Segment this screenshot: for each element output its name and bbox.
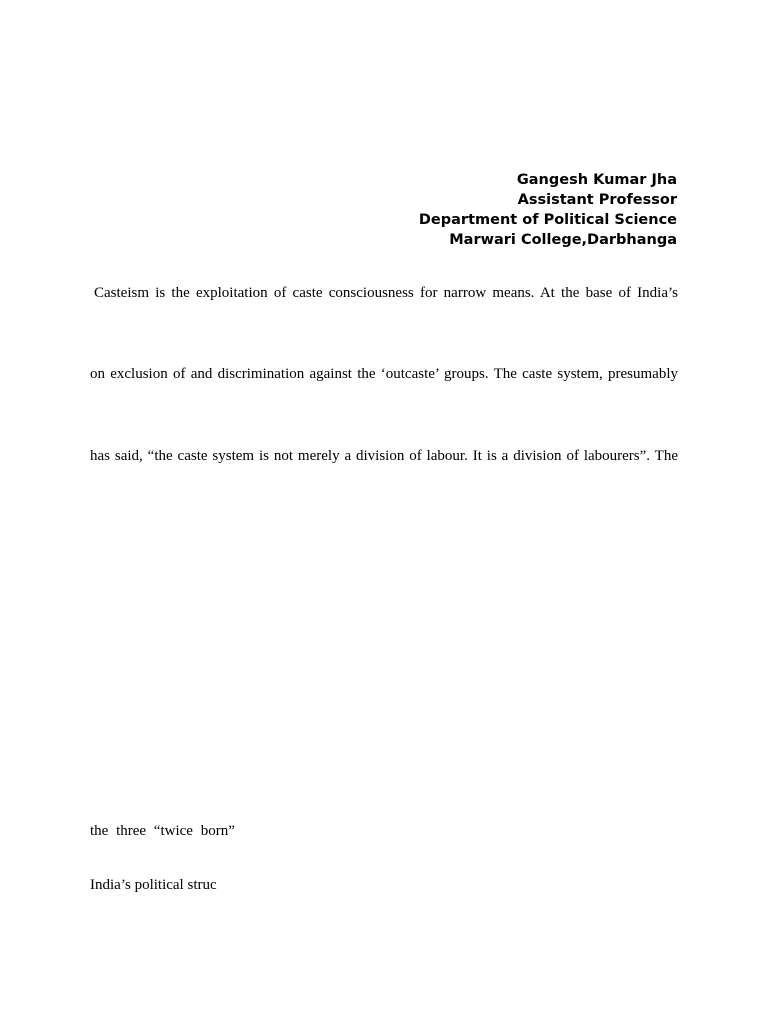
author-department: Department of Political Science	[418, 212, 677, 228]
author-position: Assistant Professor	[517, 192, 677, 208]
author-name: Gangesh Kumar Jha	[516, 172, 677, 188]
body-text-line: India’s political struc	[90, 877, 217, 893]
body-text-line: the three “twice born”	[90, 823, 235, 839]
body-text-line: Casteism is the exploitation of caste consciousness for narrow means. At the base of India’s	[94, 285, 678, 301]
body-text-line: on exclusion of and discrimination against the ‘outcaste’ groups. The caste system, presumably	[90, 366, 678, 382]
body-text-line: has said, “the caste system is not merely a division of labour. It is a division of labourers”. The	[90, 448, 678, 464]
author-college: Marwari College,Darbhanga	[449, 232, 677, 248]
author-block	[419, 170, 677, 250]
